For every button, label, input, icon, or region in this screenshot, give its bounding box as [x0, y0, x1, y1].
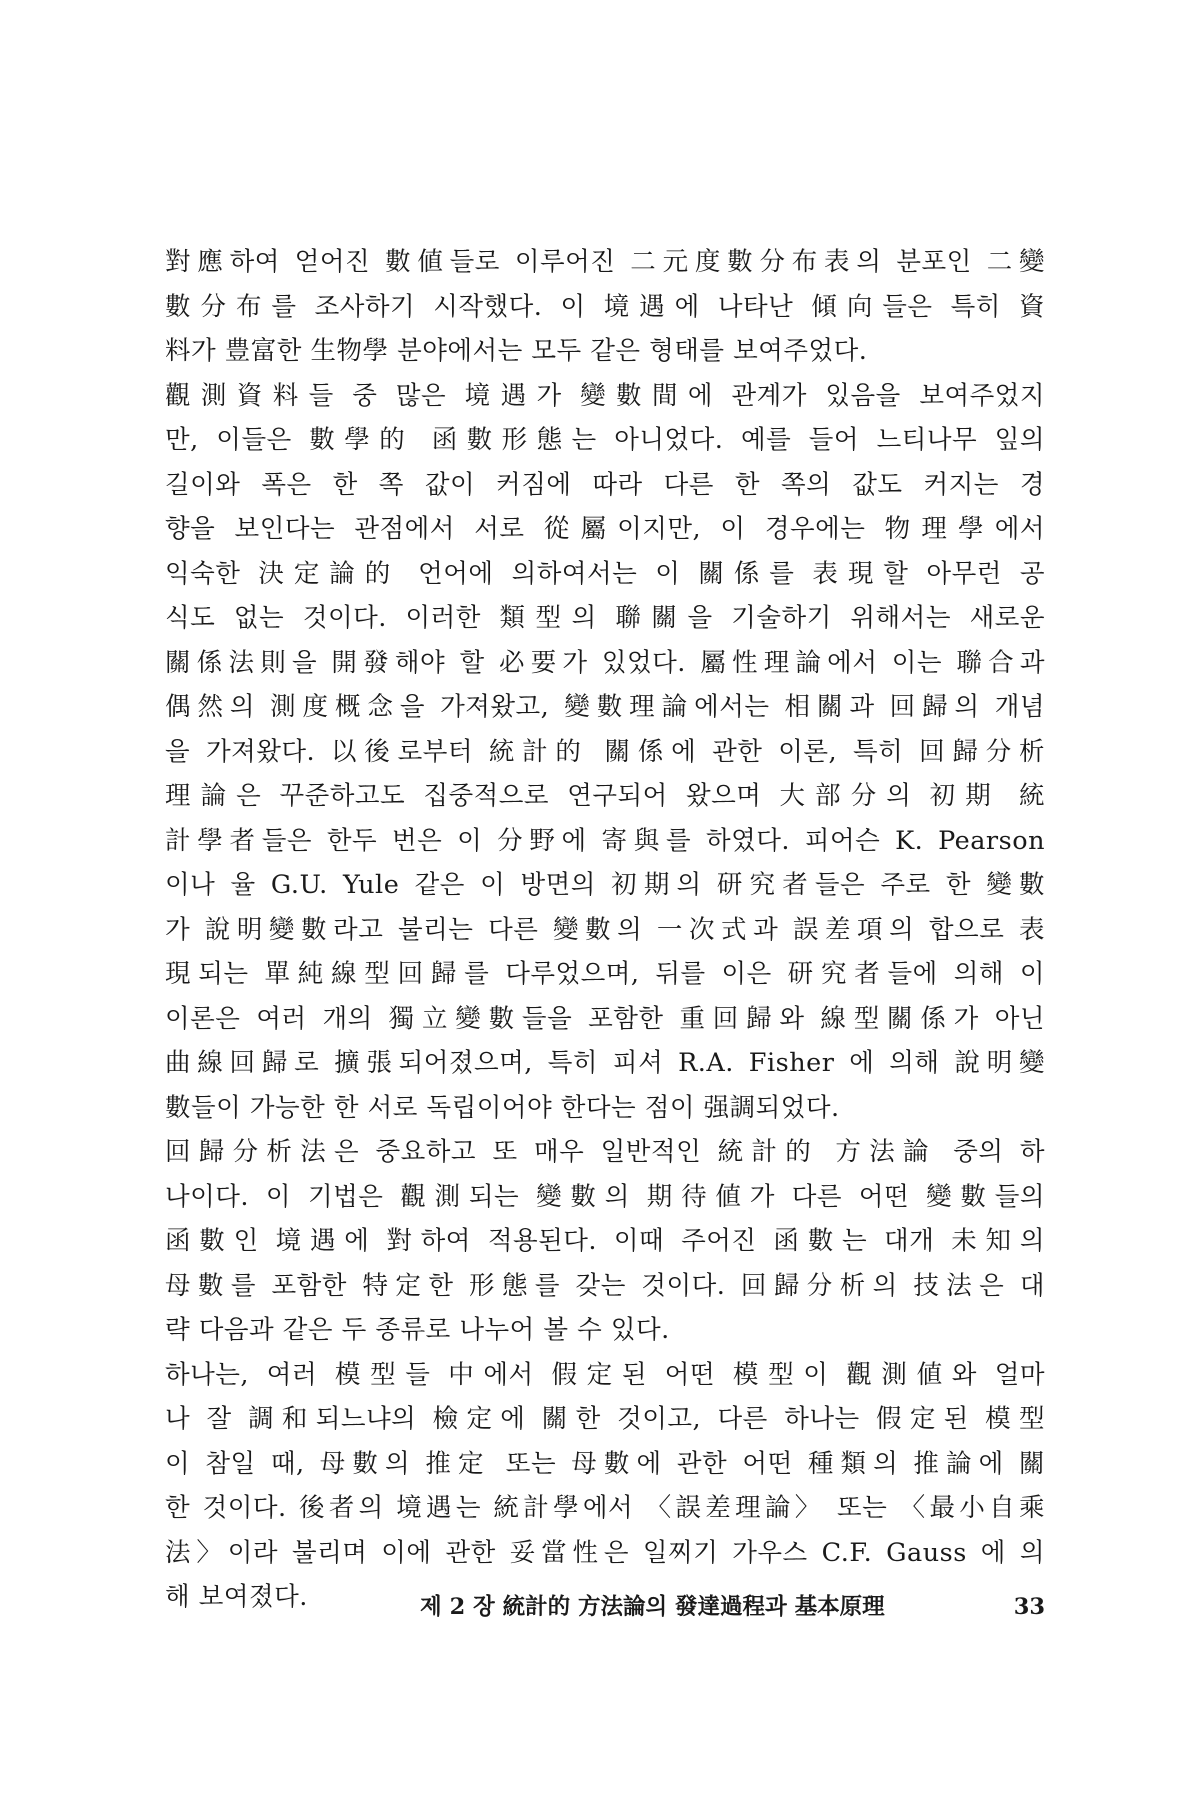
- text-line: 關係法則을 開發해야 할 必要가 있었다. 屬性理論에서 이는 聯合과: [165, 647, 1045, 678]
- text-line: 計學者들은 한두 번은 이 分野에 寄與를 하였다. 피어슨 K. Pearson: [165, 825, 1045, 856]
- text-line: 偶然의 測度概念을 가져왔고, 變數理論에서는 相關과 回歸의 개념: [165, 692, 1045, 722]
- running-footer: [420, 1587, 1045, 1627]
- text-line: 曲線回歸로 擴張되어졌으며, 특히 피셔 R.A. Fisher 에 의해 說明變: [165, 1048, 1045, 1078]
- text-line: 觀測資料들 중 많은 境遇가 變數間에 관계가 있음을 보여주었지: [165, 380, 1045, 411]
- text-line: 이 참일 때, 母數의 推定 또는 母數에 관한 어떤 種類의 推論에 關: [165, 1448, 1045, 1479]
- text-line: 나 잘 調和되느냐의 檢定에 關한 것이고, 다른 하나는 假定된 模型: [165, 1404, 1045, 1434]
- text-line: 하나는, 여러 模型들 中에서 假定된 어떤 模型이 觀測値와 얼마: [165, 1359, 1045, 1390]
- text-line: 母數를 포함한 特定한 形態를 갖는 것이다. 回歸分析의 技法은 대: [165, 1270, 1045, 1301]
- text-line: 식도 없는 것이다. 이러한 類型의 聯關을 기술하기 위해서는 새로운: [165, 603, 1045, 633]
- text-line: 략 다음과 같은 두 종류로 나누어 볼 수 있다.: [165, 1315, 670, 1345]
- text-line: 回歸分析法은 중요하고 또 매우 일반적인 統計的 方法論 중의 하: [165, 1137, 1045, 1167]
- text-line: 익숙한 決定論的 언어에 의하여서는 이 關係를 表現할 아무런 공: [165, 558, 1045, 589]
- body-text: [165, 240, 1045, 1620]
- text-line: 函數인 境遇에 對하여 적용된다. 이때 주어진 函數는 대개 未知의: [165, 1226, 1045, 1256]
- running-title: 제 2 장 統計的 方法論의 發達過程과 基本原理: [420, 1594, 885, 1620]
- text-line: 나이다. 이 기법은 觀測되는 變數의 期待値가 다른 어떤 變數들의: [165, 1181, 1045, 1212]
- text-line: 數들이 가능한 한 서로 독립이어야 한다는 점이 强調되었다.: [165, 1092, 840, 1123]
- text-line: 對應하여 얻어진 數値들로 이루어진 二元度數分布表의 분포인 二變: [165, 247, 1045, 277]
- text-line: 이나 율 G.U. Yule 같은 이 방면의 初期의 研究者들은 주로 한 變數: [165, 870, 1045, 900]
- text-line: 法〉이라 불리며 이에 관한 妥當性은 일찌기 가우스 C.F. Gauss 에 의: [165, 1537, 1045, 1568]
- text-line: 한 것이다. 後者의 境遇는 統計學에서 〈誤差理論〉 또는 〈最小自乘: [165, 1493, 1045, 1523]
- text-line: 數分布를 조사하기 시작했다. 이 境遇에 나타난 傾向들은 특히 資: [165, 291, 1045, 322]
- text-line: 향을 보인다는 관점에서 서로 從屬이지만, 이 경우에는 物理學에서: [165, 514, 1045, 544]
- text-line: 길이와 폭은 한 쪽 값이 커짐에 따라 다른 한 쪽의 값도 커지는 경: [165, 469, 1045, 500]
- text-line: 을 가져왔다. 以後로부터 統計的 關係에 관한 이론, 특히 回歸分析: [165, 736, 1045, 767]
- text-line: 現되는 單純線型回歸를 다루었으며, 뒤를 이은 研究者들에 의해 이: [165, 959, 1045, 989]
- text-line: 理論은 꾸준하고도 집중적으로 연구되어 왔으며 大部分의 初期 統: [165, 781, 1045, 811]
- text-line: 料가 豊富한 生物學 분야에서는 모두 같은 형태를 보여주었다.: [165, 336, 868, 366]
- page-number: 33: [1013, 1594, 1045, 1620]
- text-line: 이론은 여러 개의 獨立變數들을 포함한 重回歸와 線型關係가 아닌: [165, 1003, 1045, 1034]
- text-line: 가 說明變數라고 불리는 다른 變數의 一次式과 誤差項의 합으로 表: [165, 914, 1045, 945]
- text-line: 해 보여졌다.: [165, 1582, 308, 1612]
- text-line: 만, 이들은 數學的 函數形態는 아니었다. 예를 들어 느티나무 잎의: [165, 425, 1045, 455]
